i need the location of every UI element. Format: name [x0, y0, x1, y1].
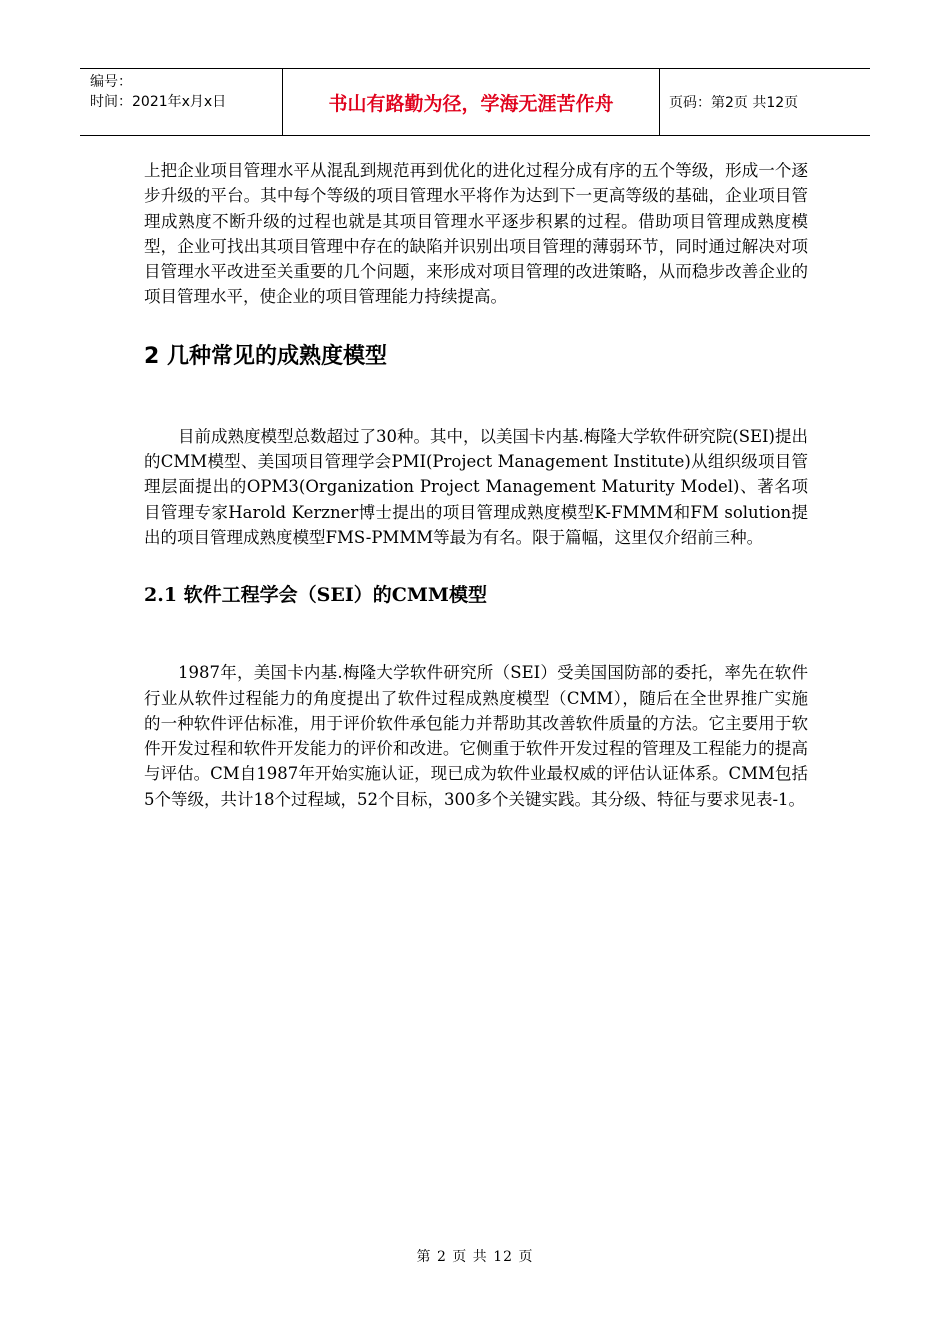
page-footer: 第 2 页 共 12 页	[416, 1249, 534, 1265]
header-number-label: 编号：	[90, 74, 132, 90]
paragraph-intro: 上把企业项目管理水平从混乱到规范再到优化的进化过程分成有序的五个等级，形成一个逐步升级的平台。其中每个等级的项目管理水平将作为达到下一更高等级的基础，企业项目管理成熟度不断升级的过程也就是其项目管理水平逐步积累的过程。借助项目管理成熟度模型，企业可找出其项目管理中存在的缺陷并识别出项目管理的薄弱环节，同时通过解决对项目管理水平改进至关重要的几个问题，来形成对项目管理的改进策略，从而稳步改善企业的项目管理水平，使企业的项目管理能力持续提高。	[144, 161, 808, 307]
paragraph-cmm: 1987年，美国卡内基.梅隆大学软件研究所（SEI）受美国国防部的委托，率先在软件行业从软件过程能力的角度提出了软件过程成熟度模型（CMM），随后在全世界推广实施的一种软件评估标准，用于评价软件承包能力并帮助其改善软件质量的方法。它主要用于软件开发过程和软件开发能力的评价和改进。它侧重于软件开发过程的管理及工程能力的提高与评估。CM自1987年开始实施认证，现已成为软件业最权威的评估认证体系。CMM包括5个等级，共计18个过程域，52个目标，300多个关键实践。其分级、特征与要求见表-1。	[144, 663, 808, 809]
paragraph-models: 目前成熟度模型总数超过了30种。其中，以美国卡内基.梅隆大学软件研究院(SEI)提出的CMM模型、美国项目管理学会PMI(Project Management Institute)从组织级项目管理层面提出的OPM3(Organization Project Management Maturity Model)、著名项目管理专家Harold Kerzner博士提出的项目管理成熟度模型K-FMMM和FM solution提出的项目管理成熟度模型FMS-PMMM等最为有名。限于篇幅，这里仅介绍前三种。	[144, 426, 808, 547]
header-meta	[80, 69, 283, 135]
header-motto: 书山有路勤为径，学海无涯苦作舟	[283, 69, 660, 135]
header-date: 时间：2021年x月x日	[90, 94, 227, 110]
page-header	[80, 68, 870, 136]
section-heading-2-1: 2.1 软件工程学会（SEI）的CMM模型	[144, 584, 487, 607]
document-body	[144, 158, 808, 812]
header-page-info: 页码：第2页 共12页	[669, 95, 799, 111]
section-heading-2: 2 几种常见的成熟度模型	[144, 343, 387, 369]
